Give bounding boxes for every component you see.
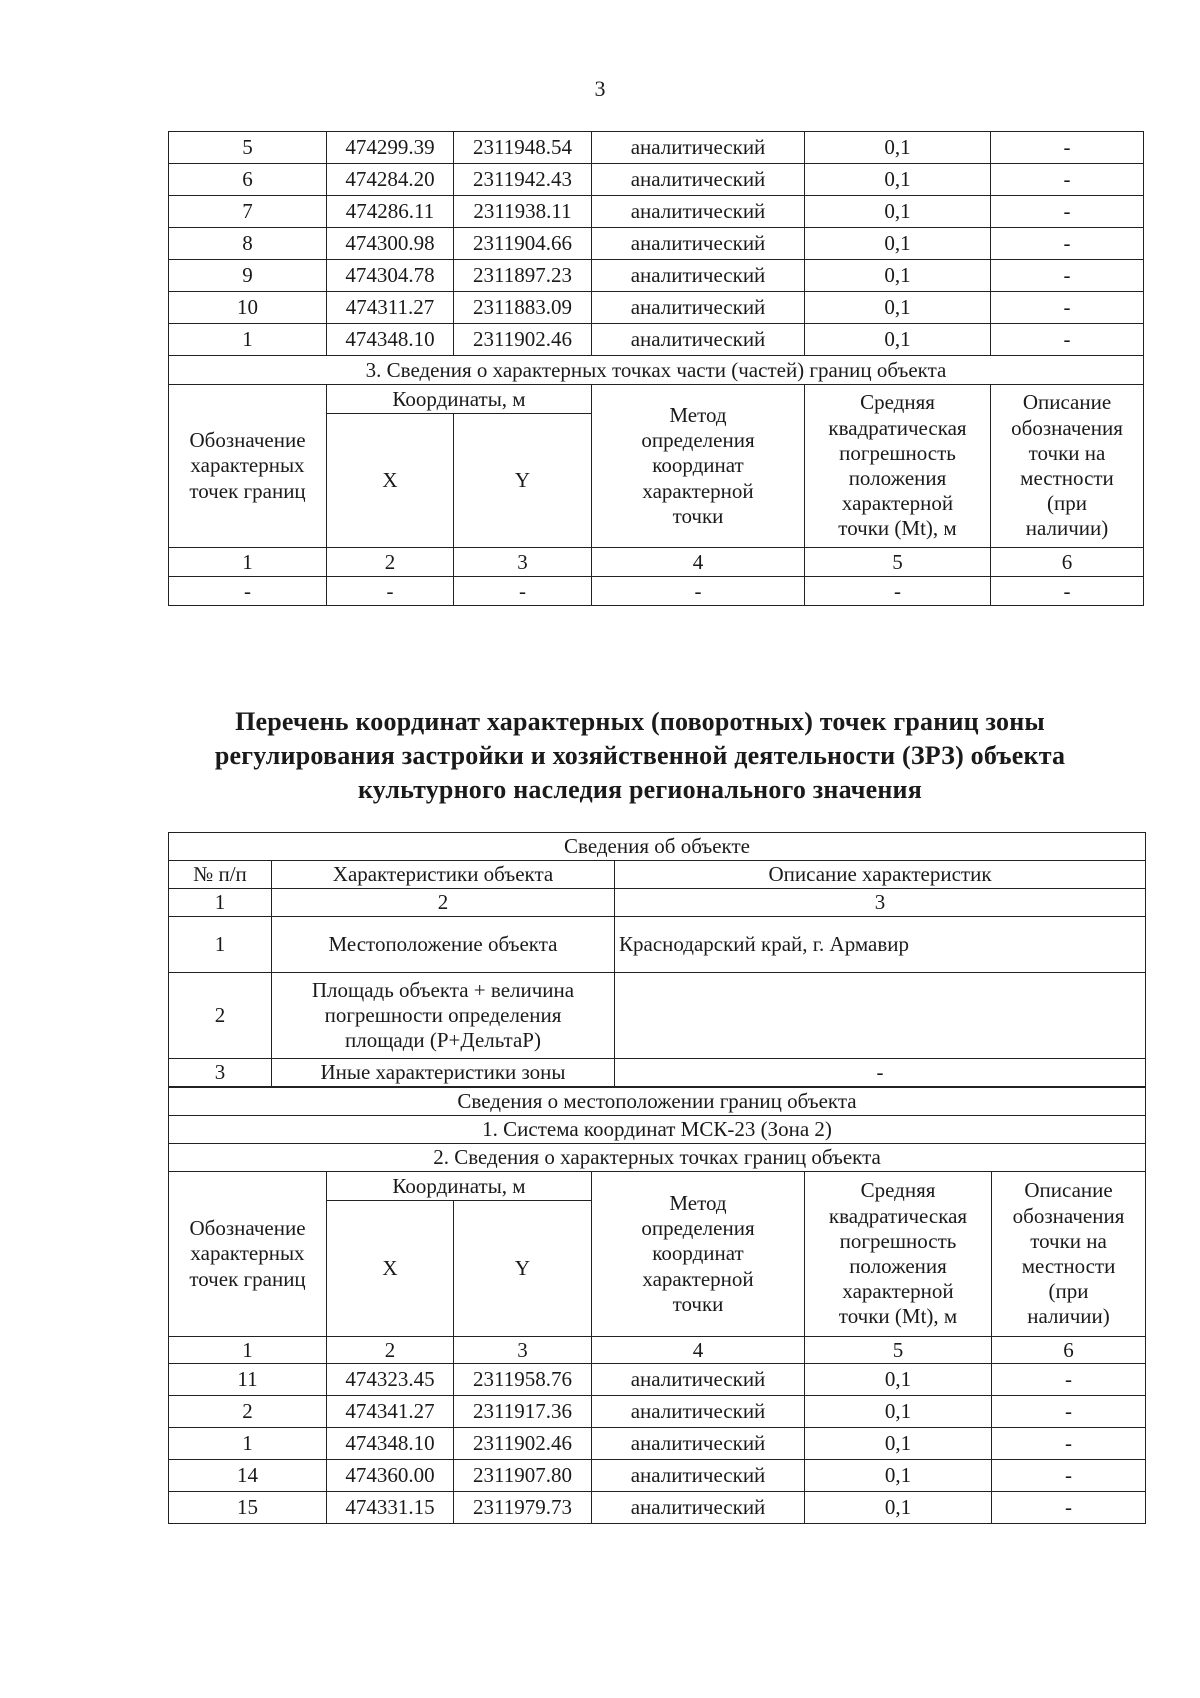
header-row: [169, 1172, 1146, 1201]
points-title: 2. Сведения о характерных точках границ объекта: [169, 1144, 1146, 1172]
empty-cell: -: [169, 577, 327, 606]
point-description: -: [991, 196, 1144, 228]
info-row-value: [615, 973, 1146, 1059]
col-number: 1: [169, 1337, 327, 1364]
point-number: 2: [169, 1396, 327, 1428]
table-row: [169, 292, 1144, 324]
info-header-description: Описание характеристик: [615, 861, 1146, 889]
info-row-number: 1: [169, 917, 272, 973]
point-y: 2311958.76: [454, 1364, 592, 1396]
point-method: аналитический: [592, 228, 805, 260]
points-table-continued: [168, 131, 1144, 606]
section3-title: 3. Сведения о характерных точках части (частей) границ объекта: [169, 356, 1144, 385]
point-method: аналитический: [592, 324, 805, 356]
header-designation: Обозначение характерных точек границ: [169, 385, 327, 548]
point-number: 7: [169, 196, 327, 228]
table-row: [169, 1492, 1146, 1524]
point-description: -: [992, 1396, 1146, 1428]
point-x: 474311.27: [327, 292, 454, 324]
info-row-name: Площадь объекта + величина погрешности определения площади (Р+ДельтаР): [272, 973, 615, 1059]
heading-line-3: культурного наследия регионального значения: [357, 775, 923, 804]
column-numbers-row: [169, 548, 1144, 577]
section3-title-row: [169, 356, 1144, 385]
point-x: 474348.10: [327, 1428, 454, 1460]
point-error: 0,1: [805, 228, 991, 260]
boundary-points-table: [168, 1087, 1146, 1524]
header-method: Метод определения координат характерной точки: [592, 385, 805, 548]
table-row: [169, 1396, 1146, 1428]
point-y: 2311902.46: [454, 324, 592, 356]
point-method: аналитический: [592, 1492, 805, 1524]
point-x: 474286.11: [327, 196, 454, 228]
col-number: 6: [991, 548, 1144, 577]
boundary-points-body: [169, 1364, 1146, 1524]
col-number: 3: [615, 889, 1146, 917]
info-row-area: [169, 973, 1146, 1059]
point-error: 0,1: [805, 1364, 992, 1396]
point-error: 0,1: [805, 1396, 992, 1428]
col-number: 3: [454, 1337, 592, 1364]
point-y: 2311917.36: [454, 1396, 592, 1428]
heading-line-1: Перечень координат характерных (поворотных) точек границ зоны: [235, 707, 1045, 736]
header-coordinates: Координаты, м: [327, 1172, 592, 1201]
col-number: 2: [272, 889, 615, 917]
point-y: 2311897.23: [454, 260, 592, 292]
col-number: 2: [327, 1337, 454, 1364]
info-row-other: [169, 1059, 1146, 1087]
point-x: 474323.45: [327, 1364, 454, 1396]
point-description: -: [991, 228, 1144, 260]
point-x: 474304.78: [327, 260, 454, 292]
point-error: 0,1: [805, 164, 991, 196]
point-error: 0,1: [805, 324, 991, 356]
empty-cell: -: [991, 577, 1144, 606]
header-description: Описание обозначения точки на местности (при наличии): [992, 1172, 1146, 1337]
point-number: 8: [169, 228, 327, 260]
point-description: -: [992, 1492, 1146, 1524]
header-x: X: [327, 1201, 454, 1337]
point-method: аналитический: [592, 164, 805, 196]
table-row: [169, 164, 1144, 196]
point-method: аналитический: [592, 196, 805, 228]
info-row-name: Иные характеристики зоны: [272, 1059, 615, 1087]
col-number: 5: [805, 548, 991, 577]
point-y: 2311938.11: [454, 196, 592, 228]
header-coordinates: Координаты, м: [327, 385, 592, 414]
col-number: 1: [169, 889, 272, 917]
info-header-number: № п/п: [169, 861, 272, 889]
point-y: 2311883.09: [454, 292, 592, 324]
table-row: [169, 324, 1144, 356]
object-info-table: [168, 832, 1146, 1087]
table-row: [169, 1428, 1146, 1460]
col-number: 4: [592, 548, 805, 577]
info-row-number: 3: [169, 1059, 272, 1087]
coord-system: 1. Система координат МСК-23 (Зона 2): [169, 1116, 1146, 1144]
point-description: -: [992, 1460, 1146, 1492]
point-method: аналитический: [592, 1396, 805, 1428]
point-x: 474300.98: [327, 228, 454, 260]
info-header-row: [169, 861, 1146, 889]
table-row: [169, 228, 1144, 260]
point-method: аналитический: [592, 1460, 805, 1492]
point-x: 474341.27: [327, 1396, 454, 1428]
empty-data-row: [169, 577, 1144, 606]
point-number: 10: [169, 292, 327, 324]
col-number: 6: [992, 1337, 1146, 1364]
info-title: Сведения об объекте: [169, 833, 1146, 861]
header-y: Y: [454, 1201, 592, 1337]
point-description: -: [992, 1428, 1146, 1460]
info-numbers-row: [169, 889, 1146, 917]
location-title: Сведения о местоположении границ объекта: [169, 1088, 1146, 1116]
header-row: [169, 385, 1144, 414]
point-number: 5: [169, 132, 327, 164]
empty-cell: -: [327, 577, 454, 606]
col-number: 2: [327, 548, 454, 577]
column-numbers-row: [169, 1337, 1146, 1364]
points-title-row: [169, 1144, 1146, 1172]
point-x: 474299.39: [327, 132, 454, 164]
point-y: 2311942.43: [454, 164, 592, 196]
header-description: Описание обозначения точки на местности (при наличии): [991, 385, 1144, 548]
table-row: [169, 1460, 1146, 1492]
table-row: [169, 132, 1144, 164]
point-method: аналитический: [592, 260, 805, 292]
info-row-name: Местоположение объекта: [272, 917, 615, 973]
info-row-value: Краснодарский край, г. Армавир: [615, 917, 1146, 973]
info-row-number: 2: [169, 973, 272, 1059]
point-error: 0,1: [805, 1492, 992, 1524]
point-error: 0,1: [805, 132, 991, 164]
page-number: 3: [594, 76, 606, 101]
point-number: 14: [169, 1460, 327, 1492]
info-title-row: [169, 833, 1146, 861]
header-x: X: [327, 414, 454, 548]
point-y: 2311902.46: [454, 1428, 592, 1460]
header-y: Y: [454, 414, 592, 548]
point-number: 1: [169, 324, 327, 356]
point-number: 11: [169, 1364, 327, 1396]
col-number: 3: [454, 548, 592, 577]
table-row: [169, 196, 1144, 228]
point-y: 2311948.54: [454, 132, 592, 164]
point-description: -: [991, 164, 1144, 196]
point-description: -: [991, 324, 1144, 356]
point-description: -: [991, 132, 1144, 164]
header-designation: Обозначение характерных точек границ: [169, 1172, 327, 1337]
point-error: 0,1: [805, 260, 991, 292]
point-description: -: [992, 1364, 1146, 1396]
heading-line-2: регулирования застройки и хозяйственной деятельности (ЗРЗ) объекта: [214, 741, 1066, 770]
point-error: 0,1: [805, 196, 991, 228]
table-row: [169, 1364, 1146, 1396]
empty-cell: -: [805, 577, 991, 606]
point-error: 0,1: [805, 1428, 992, 1460]
point-method: аналитический: [592, 1428, 805, 1460]
point-x: 474284.20: [327, 164, 454, 196]
col-number: 1: [169, 548, 327, 577]
table-row: [169, 260, 1144, 292]
point-x: 474360.00: [327, 1460, 454, 1492]
point-x: 474331.15: [327, 1492, 454, 1524]
point-y: 2311907.80: [454, 1460, 592, 1492]
point-y: 2311979.73: [454, 1492, 592, 1524]
header-method: Метод определения координат характерной точки: [592, 1172, 805, 1337]
point-description: -: [991, 260, 1144, 292]
header-error: Средняя квадратическая погрешность положения характерной точки (Mt), м: [805, 1172, 992, 1337]
point-number: 1: [169, 1428, 327, 1460]
point-y: 2311904.66: [454, 228, 592, 260]
point-error: 0,1: [805, 1460, 992, 1492]
points-table-continued-body: [169, 132, 1144, 356]
document-heading: [150, 705, 1130, 807]
col-number: 5: [805, 1337, 992, 1364]
empty-cell: -: [592, 577, 805, 606]
point-method: аналитический: [592, 132, 805, 164]
location-title-row: [169, 1088, 1146, 1116]
point-number: 6: [169, 164, 327, 196]
point-number: 15: [169, 1492, 327, 1524]
coord-system-row: [169, 1116, 1146, 1144]
empty-cell: -: [454, 577, 592, 606]
info-header-characteristics: Характеристики объекта: [272, 861, 615, 889]
header-error: Средняя квадратическая погрешность положения характерной точки (Mt), м: [805, 385, 991, 548]
point-error: 0,1: [805, 292, 991, 324]
point-method: аналитический: [592, 1364, 805, 1396]
point-x: 474348.10: [327, 324, 454, 356]
info-row-location: [169, 917, 1146, 973]
point-description: -: [991, 292, 1144, 324]
point-method: аналитический: [592, 292, 805, 324]
col-number: 4: [592, 1337, 805, 1364]
point-number: 9: [169, 260, 327, 292]
info-row-value: -: [615, 1059, 1146, 1087]
